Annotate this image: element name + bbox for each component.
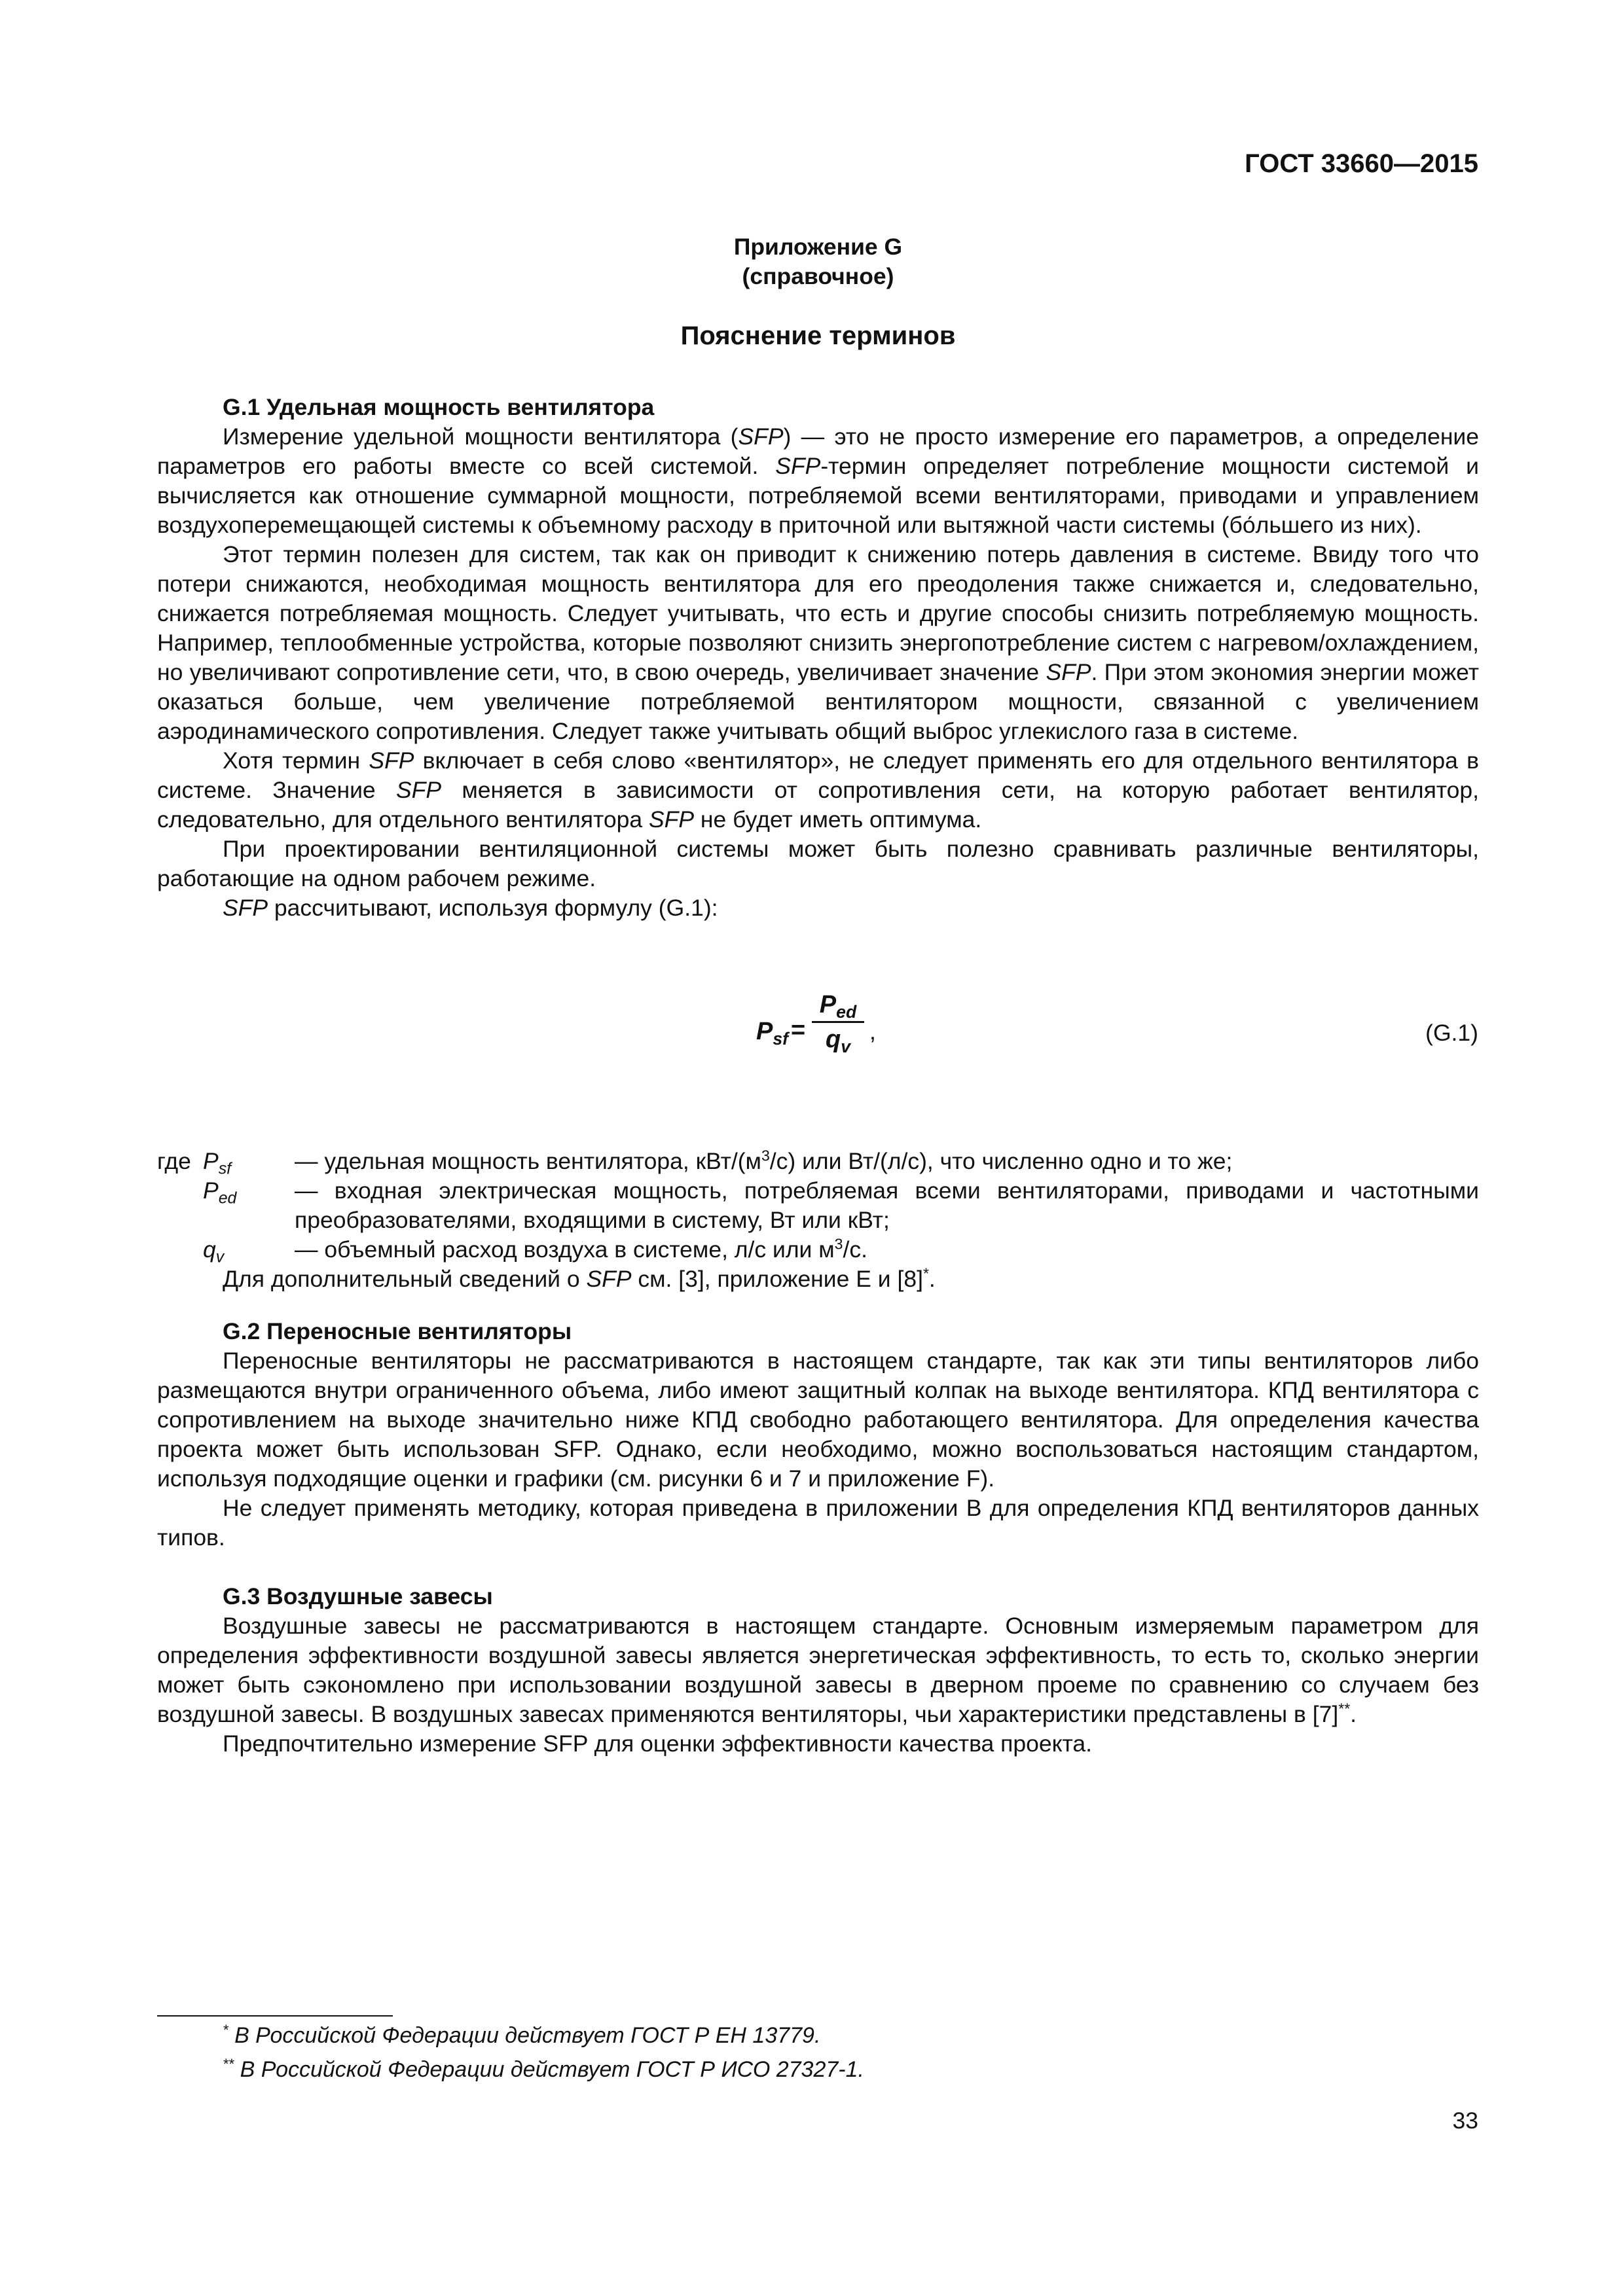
text: см. [3], приложение Е и [8] bbox=[631, 1266, 923, 1292]
footnote-ref: * bbox=[922, 1265, 929, 1282]
var: P bbox=[756, 1018, 773, 1045]
text: /с. bbox=[843, 1236, 867, 1263]
subscript: v bbox=[841, 1036, 850, 1056]
subscript: sf bbox=[773, 1028, 789, 1049]
where-desc bbox=[295, 1147, 1479, 1176]
where-var bbox=[203, 1235, 224, 1265]
text: -термин определяет потребление мощности системой и вычисляется как отношение суммарной мощности, потребляемой всеми вентиляторами, приводами и управлением воздухоперемещающей системы к объемному расходу в приточной или вытяжной части системы (бо́льшего из них). bbox=[157, 453, 1479, 538]
where-desc bbox=[295, 1176, 1479, 1235]
where-row-psf bbox=[157, 1147, 1479, 1176]
text: . bbox=[928, 1266, 936, 1292]
footnote-ref: ** bbox=[1338, 1700, 1351, 1717]
formula-number: (G.1) bbox=[1425, 1020, 1478, 1046]
text: /с) или Вт/(л/с), что численно одно и то же; bbox=[769, 1148, 1233, 1174]
sfp-term: SFP bbox=[223, 895, 268, 921]
var: P bbox=[819, 991, 837, 1018]
text: Этот термин полезен для систем, так как он приводит к снижению потерь давления в системе. Ввиду того что потери снижаются, необходимая мощность вентилятора для его преодоления также снижается и, следовательно, снижается потребляемая мощность. Следует учитывать, что есть и другие способы снизить потребляемую мощность. Например, теплообменные устройства, которые позволяют снизить энергопотребление систем с нагревом/охлаждением, но увеличивают сопротивление сети, что, в свою очередь, увеличивает значение bbox=[157, 541, 1479, 685]
sfp-term: SFP bbox=[396, 777, 442, 803]
formula-numerator bbox=[812, 990, 864, 1020]
text: . bbox=[1350, 1701, 1357, 1727]
g2-paragraph-1: Переносные вентиляторы не рассматриваются в настоящем стандарте, так как эти типы вентиляторов либо размещаются внутри ограниченного объема, либо имеют защитный колпак на выходе вентилятора. КПД вентилятора с сопротивлением на выходе значительно ниже КПД свободно работающего вентилятора. Для определения качества проекта может быть использован SFP. Однако, если необходимо, можно воспользоваться настоящим стандартом, используя подходящие оценки и графики (см. рисунки 6 и 7 и приложение F). bbox=[157, 1348, 1479, 1492]
subscript: ed bbox=[836, 1001, 857, 1022]
where-extra bbox=[157, 1265, 1479, 1294]
formula-lhs bbox=[756, 1017, 788, 1047]
g1-paragraph-2 bbox=[157, 540, 1479, 746]
text: . При этом экономия энергии может оказаться больше, чем увеличение потребляемой вентилятором мощности, связанной с увеличением аэродинамического сопротивления. Следует также учитывать общий выброс углекислого газа в системе. bbox=[157, 659, 1480, 744]
section-g2 bbox=[157, 1317, 1479, 1552]
text: Измерение удельной мощности вентилятора ( bbox=[223, 423, 739, 450]
subscript: ed bbox=[218, 1189, 237, 1208]
where-var bbox=[203, 1176, 236, 1206]
subscript: sf bbox=[218, 1160, 232, 1178]
subscript: v bbox=[215, 1248, 225, 1266]
where-var bbox=[203, 1147, 231, 1176]
section-title: Пояснение терминов bbox=[680, 321, 956, 350]
g1-heading: G.1 Удельная мощность вентилятора bbox=[223, 394, 655, 420]
footnote-mark: ** bbox=[223, 2055, 234, 2072]
g3-paragraph-2: Предпочтительно измерение SFP для оценки эффективности качества проекта. bbox=[223, 1731, 1093, 1757]
where-list bbox=[157, 1147, 1479, 1294]
text: Воздушные завесы не рассматриваются в настоящем стандарте. Основным измеряемым параметром для определения эффективности воздушной завесы является энергетическая эффективность, то есть то, сколько энергии может быть сэкономлено при использовании воздушной завесы в дверном проеме по сравнению со случаем без воздушной завесы. В воздушных завесах применяются вентиляторы, чьи характеристики представлены в [7] bbox=[157, 1613, 1479, 1727]
footnote-2 bbox=[223, 2055, 864, 2085]
formula-g1 bbox=[0, 990, 1623, 1081]
footnote-rule bbox=[157, 2015, 393, 2017]
annex-title: Приложение G bbox=[733, 234, 903, 260]
sfp-term: SFP bbox=[1046, 659, 1091, 685]
text: — объемный расход воздуха в системе, л/с или м bbox=[295, 1236, 835, 1263]
section-g3 bbox=[157, 1582, 1479, 1759]
text: рассчитывают, используя формулу (G.1): bbox=[268, 895, 718, 921]
var: P bbox=[203, 1177, 219, 1204]
g1-paragraph-5 bbox=[157, 893, 1479, 923]
where-desc bbox=[295, 1235, 1479, 1265]
where-row-ped bbox=[157, 1176, 1479, 1235]
sfp-term: SFP bbox=[775, 453, 821, 479]
g3-heading: G.3 Воздушные завесы bbox=[223, 1583, 493, 1609]
formula-equals: = bbox=[791, 1016, 806, 1044]
text: — удельная мощность вентилятора, кВт/(м bbox=[295, 1148, 761, 1174]
text: не будет иметь оптимума. bbox=[694, 806, 982, 833]
g1-paragraph-3 bbox=[157, 746, 1479, 834]
sfp-term: SFP bbox=[369, 747, 414, 774]
superscript: 3 bbox=[761, 1147, 770, 1164]
var: P bbox=[203, 1148, 219, 1174]
document-code: ГОСТ 33660—2015 bbox=[1245, 149, 1478, 178]
g1-paragraph-4: При проектировании вентиляционной системы может быть полезно сравнивать различные вентиляторы, работающие на одном рабочем режиме. bbox=[157, 836, 1479, 891]
text: Для дополнительный сведений о bbox=[223, 1266, 587, 1292]
sfp-term: SFP bbox=[648, 806, 695, 833]
section-g1 bbox=[157, 393, 1479, 923]
footnote-1 bbox=[223, 2021, 820, 2051]
g2-paragraph-2: Не следует применять методику, которая приведена в приложении В для определения КПД вентиляторов данных типов. bbox=[157, 1495, 1479, 1551]
page-number: 33 bbox=[1452, 2108, 1478, 2134]
g3-paragraph-1 bbox=[157, 1611, 1479, 1729]
text: включает в себя слово «вентилятор», не следует применять его для отдельного вентилятора в системе. Значение bbox=[157, 747, 1480, 803]
text: ) — это не просто измерение его параметров, а определение параметров его работы вместе со всей системой. bbox=[157, 423, 1480, 479]
formula-fraction bbox=[812, 990, 864, 1054]
g1-paragraph-1 bbox=[157, 422, 1479, 540]
text: Хотя термин bbox=[223, 747, 369, 774]
var: q bbox=[825, 1026, 841, 1053]
g2-heading: G.2 Переносные вентиляторы bbox=[223, 1318, 572, 1344]
sfp-term: SFP bbox=[586, 1266, 632, 1292]
where-word: где bbox=[157, 1148, 191, 1174]
sfp-term: SFP bbox=[738, 423, 784, 450]
footnote-text: В Российской Федерации действует ГОСТ Р ЕН 13779. bbox=[234, 2023, 821, 2048]
footnote-text: В Российской Федерации действует ГОСТ Р ИСО 27327-1. bbox=[240, 2057, 864, 2082]
superscript: 3 bbox=[834, 1235, 843, 1253]
where-row-qv bbox=[157, 1235, 1479, 1265]
formula-comma: , bbox=[869, 1018, 876, 1045]
annex-status: (справочное) bbox=[742, 263, 894, 289]
text: — входная электрическая мощность, потребляемая всеми вентиляторами, приводами и частотными преобразователями, входящими в систему, Вт или кВт; bbox=[295, 1177, 1479, 1233]
text: меняется в зависимости от сопротивления сети, на которую работает вентилятор, следовательно, для отдельного вентилятора bbox=[157, 777, 1480, 833]
footnote-mark: * bbox=[223, 2021, 228, 2038]
formula-denominator bbox=[812, 1024, 864, 1054]
var: q bbox=[203, 1236, 216, 1263]
